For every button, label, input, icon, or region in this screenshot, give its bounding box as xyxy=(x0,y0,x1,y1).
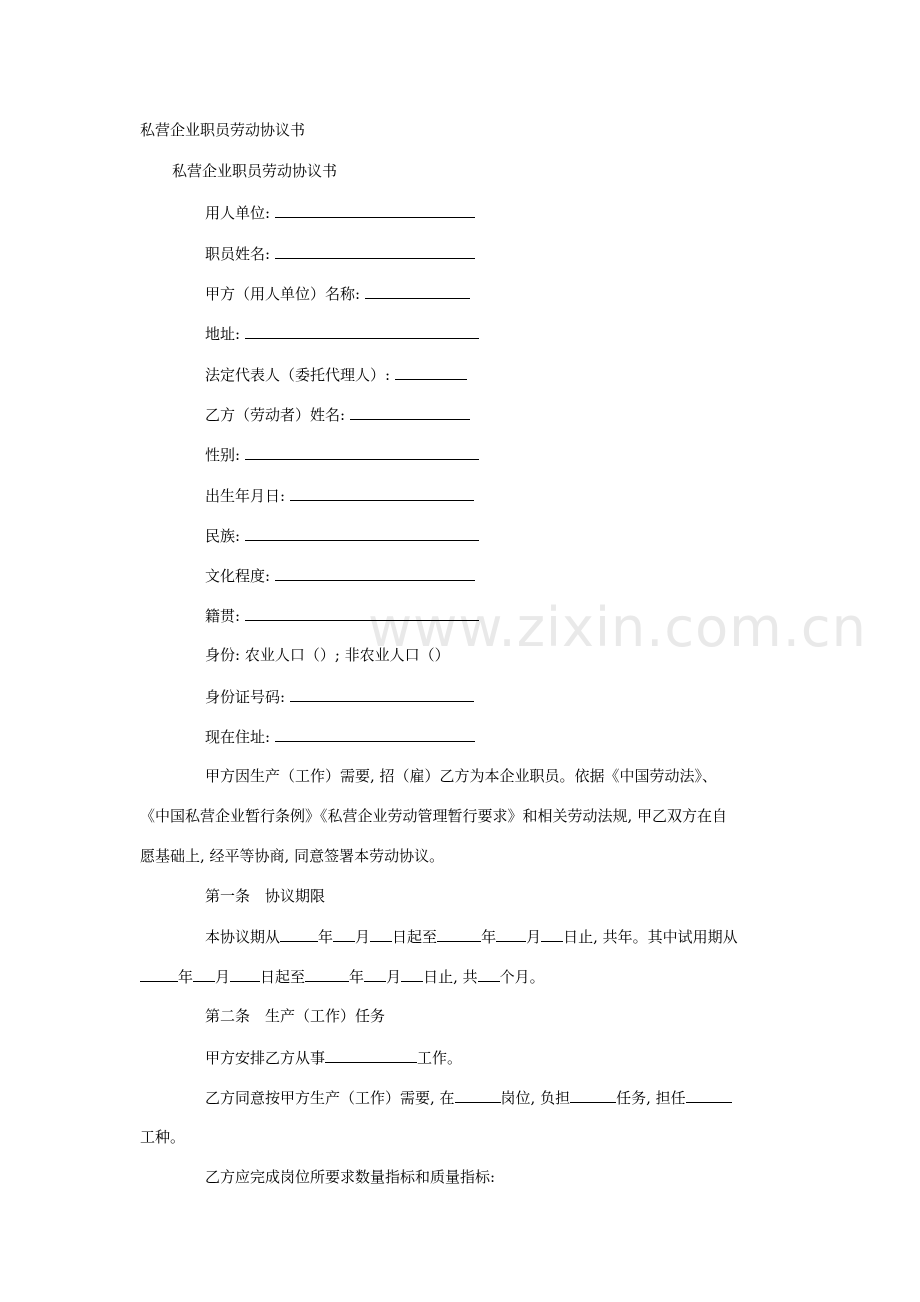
blank-line xyxy=(455,1087,501,1103)
field-label: 用人单位: xyxy=(205,204,271,222)
blank-line xyxy=(437,926,481,942)
text-fragment: 年 xyxy=(178,968,194,986)
blank-line xyxy=(245,444,479,460)
field-native-place xyxy=(205,605,479,626)
text-fragment: 日起至 xyxy=(260,968,306,986)
blank-line xyxy=(325,1047,417,1063)
field-party-a-name xyxy=(205,283,470,304)
field-employee-name xyxy=(205,243,475,264)
field-label: 民族: xyxy=(205,527,241,545)
blank-line xyxy=(496,926,526,942)
text-fragment: 年 xyxy=(481,928,497,946)
blank-line xyxy=(193,966,215,982)
text-fragment: 任务, 担任 xyxy=(616,1089,686,1107)
text-fragment: 本协议期从 xyxy=(205,928,281,946)
document-title-top: 私营企业职员劳动协议书 xyxy=(140,121,306,139)
document-title: 私营企业职员劳动协议书 xyxy=(172,162,338,180)
blank-line xyxy=(245,525,479,541)
blank-line xyxy=(401,966,423,982)
blank-line xyxy=(478,966,500,982)
text-fragment: 月 xyxy=(215,968,231,986)
blank-line xyxy=(570,1087,616,1103)
text-fragment: 甲方安排乙方从事 xyxy=(205,1049,326,1067)
text-fragment: 年 xyxy=(349,968,365,986)
field-label: 职员姓名: xyxy=(205,245,271,263)
field-current-address xyxy=(205,726,475,747)
blank-line xyxy=(275,243,475,259)
blank-line xyxy=(370,926,392,942)
field-party-b-name xyxy=(205,404,470,425)
blank-line xyxy=(290,485,474,501)
text-fragment: 日止, 共 xyxy=(423,968,478,986)
blank-line xyxy=(290,686,474,702)
blank-line xyxy=(230,966,260,982)
text-fragment: 日起至 xyxy=(392,928,438,946)
field-label: 性别: xyxy=(205,446,241,464)
blank-line xyxy=(364,966,386,982)
text-fragment: 月 xyxy=(386,968,402,986)
field-employer xyxy=(205,202,475,223)
intro-line-2: 《中国私营企业暂行条例》《私营企业劳动管理暂行要求》和相关劳动法规, 甲乙双方在自 xyxy=(140,807,728,825)
field-label: 文化程度: xyxy=(205,567,271,585)
field-label: 法定代表人（委托代理人）: xyxy=(205,366,391,384)
blank-line xyxy=(305,966,349,982)
text-fragment: 年 xyxy=(318,928,334,946)
blank-line xyxy=(140,966,178,982)
field-label: 乙方（劳动者）姓名: xyxy=(205,406,346,424)
blank-line xyxy=(245,605,479,621)
field-gender xyxy=(205,444,479,465)
article-2-paragraph-2 xyxy=(205,1087,732,1108)
blank-line xyxy=(365,283,470,299)
field-label: 籍贯: xyxy=(205,607,241,625)
field-label: 地址: xyxy=(205,325,241,343)
article-2-heading: 第二条 生产（工作）任务 xyxy=(205,1007,386,1025)
field-label: 身份证号码: xyxy=(205,688,286,706)
field-birth-date xyxy=(205,485,474,506)
text-fragment: 工作。 xyxy=(417,1049,463,1067)
blank-line xyxy=(275,565,475,581)
field-id-number xyxy=(205,686,474,707)
field-label: 现在住址: xyxy=(205,728,271,746)
intro-line-3: 愿基础上, 经平等协商, 同意签署本劳动协议。 xyxy=(140,847,445,865)
blank-line xyxy=(395,364,467,380)
field-education xyxy=(205,565,475,586)
field-ethnicity xyxy=(205,525,479,546)
article-1-paragraph-2 xyxy=(140,966,545,987)
article-1-heading: 第一条 协议期限 xyxy=(205,887,326,905)
text-fragment: 乙方同意按甲方生产（工作）需要, 在 xyxy=(205,1089,455,1107)
blank-line xyxy=(245,323,479,339)
field-label: 出生年月日: xyxy=(205,487,286,505)
intro-line-1: 甲方因生产（工作）需要, 招（雇）乙方为本企业职员。依据《中国劳动法》、 xyxy=(205,767,718,785)
field-identity: 身份: 农业人口（）; 非农业人口（） xyxy=(205,646,450,664)
article-2-paragraph-2-cont: 工种。 xyxy=(140,1128,186,1146)
field-legal-rep xyxy=(205,364,467,385)
article-2-paragraph-3: 乙方应完成岗位所要求数量指标和质量指标: xyxy=(205,1168,496,1186)
article-1-paragraph-1 xyxy=(205,926,738,947)
field-label: 甲方（用人单位）名称: xyxy=(205,285,361,303)
blank-line xyxy=(275,726,475,742)
blank-line xyxy=(333,926,355,942)
text-fragment: 月 xyxy=(355,928,371,946)
text-fragment: 月 xyxy=(526,928,542,946)
blank-line xyxy=(686,1087,732,1103)
article-2-paragraph-1 xyxy=(205,1047,462,1068)
text-fragment: 日止, 共年。其中试用期从 xyxy=(563,928,738,946)
text-fragment: 岗位, 负担 xyxy=(500,1089,571,1107)
blank-line xyxy=(280,926,318,942)
blank-line xyxy=(275,202,475,218)
blank-line xyxy=(350,404,470,420)
field-address xyxy=(205,323,479,344)
watermark: www.zixin.com.cn xyxy=(368,596,867,659)
blank-line xyxy=(541,926,563,942)
text-fragment: 个月。 xyxy=(499,968,545,986)
